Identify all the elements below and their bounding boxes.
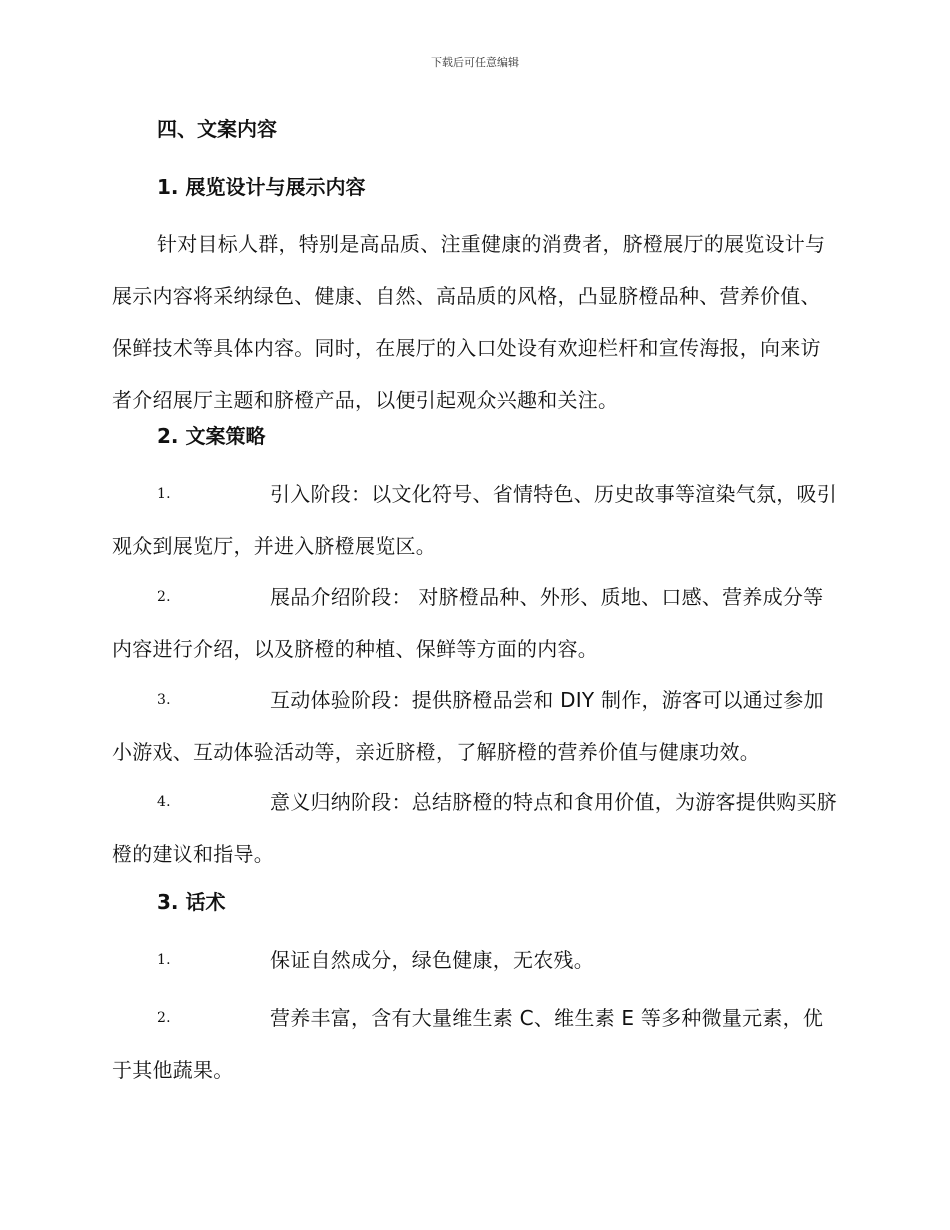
- list-item: [112, 776, 838, 880]
- subsection-title-exhibition-design: 1. 展览设计与展示内容: [157, 175, 366, 199]
- list-item: [112, 992, 838, 1096]
- list-item: [112, 674, 838, 778]
- list-item-text: 引入阶段：以文化符号、省情特色、历史故事等渲染气氛，吸引观众到展览厅，并进入脐橙展览区。: [112, 482, 837, 558]
- list-item-number: 3.: [157, 692, 171, 708]
- list-item-text: 营养丰富，含有大量维生素 C、维生素 E 等多种微量元素，优于其他蔬果。: [112, 1006, 824, 1082]
- list-item-number: 1.: [157, 486, 171, 502]
- list-item-text: 保证自然成分，绿色健康，无农残。: [270, 948, 594, 972]
- list-item: [112, 934, 838, 986]
- list-item-number: 2.: [157, 1010, 171, 1026]
- subsection-title-talking-points: 3. 话术: [157, 890, 226, 914]
- section-title: 四、文案内容: [157, 117, 277, 141]
- list-item-text: 展品介绍阶段： 对脐橙品种、外形、质地、口感、营养成分等内容进行介绍，以及脐橙的种植、保鲜等方面的内容。: [112, 585, 824, 661]
- list-item: [112, 468, 838, 572]
- paragraph-exhibition-design: 针对目标人群，特别是高品质、注重健康的消费者，脐橙展厅的展览设计与展示内容将采纳绿色、健康、自然、高品质的风格，凸显脐橙品种、营养价值、保鲜技术等具体内容。同时，在展厅的入口处设有欢迎栏杆和宣传海报，向来访者介绍展厅主题和脐橙产品，以便引起观众兴趣和关注。: [112, 232, 826, 412]
- page-header: 下载后可任意编辑: [431, 56, 519, 69]
- list-item-text: 互动体验阶段：提供脐橙品尝和 DIY 制作，游客可以通过参加小游戏、互动体验活动等，亲近脐橙，了解脐橙的营养价值与健康功效。: [112, 688, 824, 764]
- list-item-number: 1.: [157, 952, 171, 968]
- list-item-text: 意义归纳阶段：总结脐橙的特点和食用价值，为游客提供购买脐橙的建议和指导。: [112, 790, 837, 866]
- list-item-number: 4.: [157, 794, 171, 810]
- list-item-number: 2.: [157, 589, 171, 605]
- subsection-title-copy-strategy: 2. 文案策略: [157, 424, 266, 448]
- list-item: [112, 571, 838, 675]
